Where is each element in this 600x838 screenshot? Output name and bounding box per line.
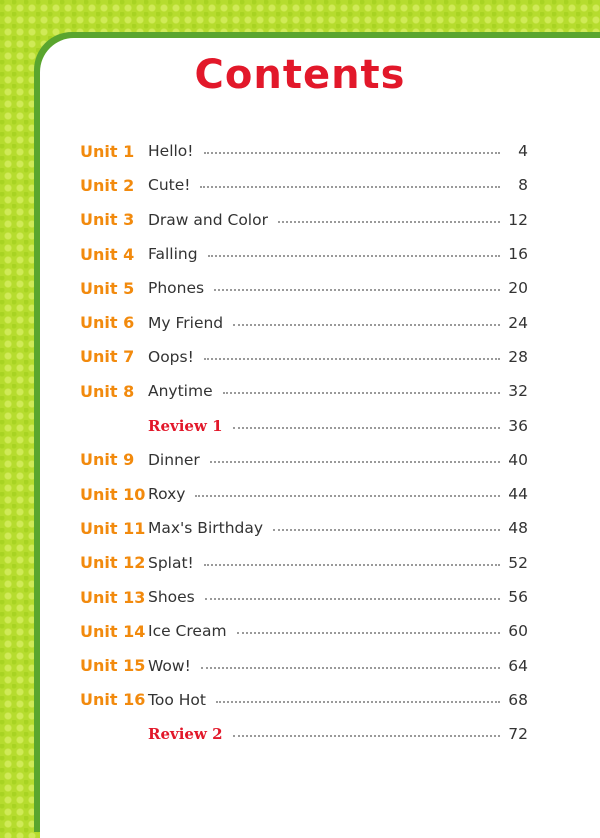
dot-leader	[233, 427, 500, 429]
toc-entry[interactable]	[80, 203, 528, 237]
toc-entry[interactable]	[80, 168, 528, 202]
unit-title: Cute!	[148, 176, 191, 195]
page-number: 20	[508, 279, 528, 298]
unit-number: Unit 4	[80, 244, 135, 264]
toc-entry[interactable]	[80, 511, 528, 545]
dot-leader	[273, 529, 500, 531]
unit-title: Hello!	[148, 142, 194, 161]
table-of-contents	[80, 134, 528, 751]
unit-number: Unit 9	[80, 450, 135, 470]
unit-number: Unit 3	[80, 210, 135, 230]
page-number: 64	[508, 656, 528, 675]
unit-title: My Friend	[148, 313, 224, 332]
unit-number: Unit 5	[80, 278, 135, 298]
unit-title: Too Hot	[148, 690, 206, 709]
dot-leader	[210, 461, 500, 463]
unit-number: Unit 1	[80, 141, 135, 161]
unit-title: Falling	[148, 245, 198, 264]
unit-number: Unit 7	[80, 347, 135, 367]
dot-leader	[223, 392, 500, 394]
page-number: 4	[518, 142, 528, 161]
dot-leader	[216, 701, 500, 703]
unit-title: Draw and Color	[148, 210, 268, 229]
dot-leader	[204, 358, 500, 360]
toc-entry[interactable]	[80, 614, 528, 648]
dot-leader	[214, 289, 500, 291]
page-number: 44	[508, 485, 528, 504]
page-title: Contents	[194, 52, 406, 98]
unit-title: Max's Birthday	[148, 519, 264, 538]
unit-number: Unit 11	[80, 518, 146, 538]
unit-title: Roxy	[148, 485, 186, 504]
toc-entry[interactable]	[80, 340, 528, 374]
page-number: 28	[508, 347, 528, 366]
toc-entry[interactable]	[80, 683, 528, 717]
unit-number: Unit 12	[80, 553, 146, 573]
toc-entry[interactable]	[80, 374, 528, 408]
page-number: 72	[508, 725, 528, 744]
dot-leader	[195, 495, 500, 497]
unit-number: Unit 14	[80, 621, 146, 641]
unit-number: Unit 2	[80, 175, 135, 195]
page-number: 40	[508, 450, 528, 469]
page-number: 8	[518, 176, 528, 195]
unit-number: Unit 6	[80, 313, 135, 333]
toc-entry[interactable]	[80, 237, 528, 271]
toc-entry[interactable]	[80, 477, 528, 511]
dot-leader	[205, 598, 500, 600]
page-number: 60	[508, 622, 528, 641]
dot-leader	[208, 255, 500, 257]
unit-number: Unit 13	[80, 587, 146, 607]
unit-title: Anytime	[148, 382, 213, 401]
page-number: 52	[508, 553, 528, 572]
dot-leader	[233, 324, 500, 326]
unit-title: Shoes	[148, 588, 195, 606]
unit-title: Oops!	[148, 347, 194, 366]
toc-entry[interactable]	[80, 271, 528, 305]
toc-entry-review[interactable]	[80, 408, 528, 442]
review-title: Review 2	[148, 725, 223, 744]
unit-number: Unit 8	[80, 381, 135, 401]
toc-entry[interactable]	[80, 546, 528, 580]
unit-title: Splat!	[148, 553, 194, 572]
dot-leader	[200, 186, 500, 188]
dot-leader	[278, 221, 500, 223]
review-title: Review 1	[148, 416, 223, 435]
dot-leader	[204, 564, 500, 566]
unit-number: Unit 15	[80, 656, 146, 676]
page-number: 12	[508, 210, 528, 229]
unit-title: Phones	[148, 279, 205, 298]
toc-entry[interactable]	[80, 648, 528, 682]
toc-entry[interactable]	[80, 580, 528, 614]
page-number: 32	[508, 382, 528, 401]
page-number: 16	[508, 245, 528, 264]
dot-leader	[233, 735, 500, 737]
page-number: 56	[508, 588, 528, 606]
toc-entry[interactable]	[80, 134, 528, 168]
toc-entry[interactable]	[80, 305, 528, 339]
dot-leader	[201, 667, 500, 669]
unit-title: Ice Cream	[148, 622, 227, 641]
page-number: 68	[508, 690, 528, 709]
dot-leader	[237, 632, 500, 634]
toc-entry[interactable]	[80, 443, 528, 477]
page-number: 48	[508, 519, 528, 538]
page-number: 36	[508, 416, 528, 435]
unit-title: Wow!	[148, 656, 191, 675]
unit-number: Unit 16	[80, 690, 146, 710]
unit-number: Unit 10	[80, 484, 146, 504]
unit-title: Dinner	[148, 450, 200, 469]
page-number: 24	[508, 313, 528, 332]
dot-leader	[204, 152, 500, 154]
toc-entry-review[interactable]	[80, 717, 528, 751]
